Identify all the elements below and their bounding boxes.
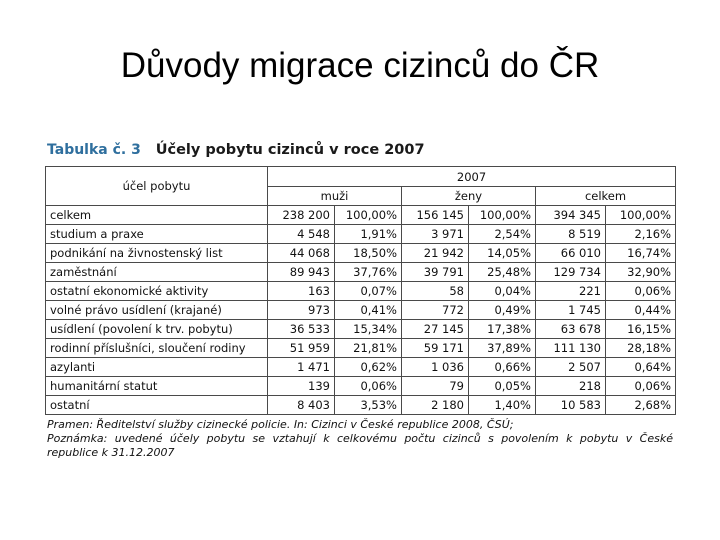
header-purpose: účel pobytu	[46, 167, 268, 206]
percent-cell: 0,66%	[469, 358, 536, 377]
count-cell: 66 010	[536, 244, 606, 263]
count-cell: 163	[268, 282, 335, 301]
count-cell: 3 971	[402, 225, 469, 244]
count-cell: 39 791	[402, 263, 469, 282]
count-cell: 1 036	[402, 358, 469, 377]
percent-cell: 14,05%	[469, 244, 536, 263]
percent-cell: 16,15%	[606, 320, 676, 339]
header-group-women: ženy	[402, 187, 536, 206]
count-cell: 111 130	[536, 339, 606, 358]
count-cell: 394 345	[536, 206, 606, 225]
count-cell: 21 942	[402, 244, 469, 263]
row-label: ostatní ekonomické aktivity	[46, 282, 268, 301]
note-line: Poznámka: uvedené účely pobytu se vztahují k celkovému počtu cizinců s povolením k pobytu v České	[47, 432, 673, 445]
count-cell: 218	[536, 377, 606, 396]
percent-cell: 1,91%	[335, 225, 402, 244]
row-label: rodinní příslušníci, sloučení rodiny	[46, 339, 268, 358]
purpose-table	[45, 166, 676, 415]
count-cell: 129 734	[536, 263, 606, 282]
table-caption-label: Tabulka č. 3	[47, 142, 141, 158]
count-cell: 10 583	[536, 396, 606, 415]
slide-title: Důvody migrace cizinců do ČR	[120, 46, 600, 85]
percent-cell: 37,89%	[469, 339, 536, 358]
row-label: podnikání na živnostenský list	[46, 244, 268, 263]
count-cell: 59 171	[402, 339, 469, 358]
count-cell: 238 200	[268, 206, 335, 225]
percent-cell: 100,00%	[469, 206, 536, 225]
source-line: Pramen: Ředitelství služby cizinecké policie. In: Cizinci v České republice 2008, ČSÚ;	[47, 418, 514, 431]
table-caption	[47, 142, 677, 158]
count-cell: 1 745	[536, 301, 606, 320]
percent-cell: 17,38%	[469, 320, 536, 339]
percent-cell: 1,40%	[469, 396, 536, 415]
row-label: usídlení (povolení k trv. pobytu)	[46, 320, 268, 339]
count-cell: 4 548	[268, 225, 335, 244]
percent-cell: 0,07%	[335, 282, 402, 301]
count-cell: 51 959	[268, 339, 335, 358]
table-row	[46, 225, 676, 244]
header-group-men: muži	[268, 187, 402, 206]
percent-cell: 0,62%	[335, 358, 402, 377]
percent-cell: 21,81%	[335, 339, 402, 358]
row-label: ostatní	[46, 396, 268, 415]
count-cell: 58	[402, 282, 469, 301]
row-label: volné právo usídlení (krajané)	[46, 301, 268, 320]
count-cell: 8 403	[268, 396, 335, 415]
percent-cell: 0,05%	[469, 377, 536, 396]
count-cell: 1 471	[268, 358, 335, 377]
percent-cell: 32,90%	[606, 263, 676, 282]
percent-cell: 3,53%	[335, 396, 402, 415]
table-body	[46, 206, 676, 415]
table-row	[46, 263, 676, 282]
row-label: humanitární statut	[46, 377, 268, 396]
count-cell: 139	[268, 377, 335, 396]
source-notes	[45, 418, 677, 460]
percent-cell: 18,50%	[335, 244, 402, 263]
count-cell: 2 507	[536, 358, 606, 377]
percent-cell: 2,68%	[606, 396, 676, 415]
table-row	[46, 396, 676, 415]
header-group-total: celkem	[536, 187, 676, 206]
percent-cell: 0,64%	[606, 358, 676, 377]
count-cell: 27 145	[402, 320, 469, 339]
percent-cell: 0,06%	[606, 282, 676, 301]
percent-cell: 2,16%	[606, 225, 676, 244]
table-block	[45, 142, 677, 460]
row-label: celkem	[46, 206, 268, 225]
count-cell: 44 068	[268, 244, 335, 263]
table-row	[46, 358, 676, 377]
percent-cell: 0,06%	[335, 377, 402, 396]
percent-cell: 37,76%	[335, 263, 402, 282]
count-cell: 89 943	[268, 263, 335, 282]
count-cell: 221	[536, 282, 606, 301]
table-row	[46, 377, 676, 396]
percent-cell: 25,48%	[469, 263, 536, 282]
table-row	[46, 206, 676, 225]
percent-cell: 16,74%	[606, 244, 676, 263]
table-row	[46, 320, 676, 339]
percent-cell: 0,49%	[469, 301, 536, 320]
note-line-continued: republice k 31.12.2007	[47, 446, 175, 459]
row-label: studium a praxe	[46, 225, 268, 244]
percent-cell: 0,41%	[335, 301, 402, 320]
percent-cell: 0,06%	[606, 377, 676, 396]
percent-cell: 100,00%	[335, 206, 402, 225]
count-cell: 156 145	[402, 206, 469, 225]
count-cell: 63 678	[536, 320, 606, 339]
table-row	[46, 244, 676, 263]
count-cell: 2 180	[402, 396, 469, 415]
percent-cell: 100,00%	[606, 206, 676, 225]
count-cell: 8 519	[536, 225, 606, 244]
table-row	[46, 301, 676, 320]
count-cell: 973	[268, 301, 335, 320]
row-label: zaměstnání	[46, 263, 268, 282]
count-cell: 772	[402, 301, 469, 320]
header-row-year	[46, 167, 676, 187]
count-cell: 79	[402, 377, 469, 396]
percent-cell: 28,18%	[606, 339, 676, 358]
percent-cell: 0,04%	[469, 282, 536, 301]
header-year: 2007	[268, 167, 676, 187]
table-row	[46, 339, 676, 358]
table-row	[46, 282, 676, 301]
percent-cell: 15,34%	[335, 320, 402, 339]
row-label: azylanti	[46, 358, 268, 377]
percent-cell: 2,54%	[469, 225, 536, 244]
table-caption-title: Účely pobytu cizinců v roce 2007	[155, 142, 425, 158]
count-cell: 36 533	[268, 320, 335, 339]
percent-cell: 0,44%	[606, 301, 676, 320]
